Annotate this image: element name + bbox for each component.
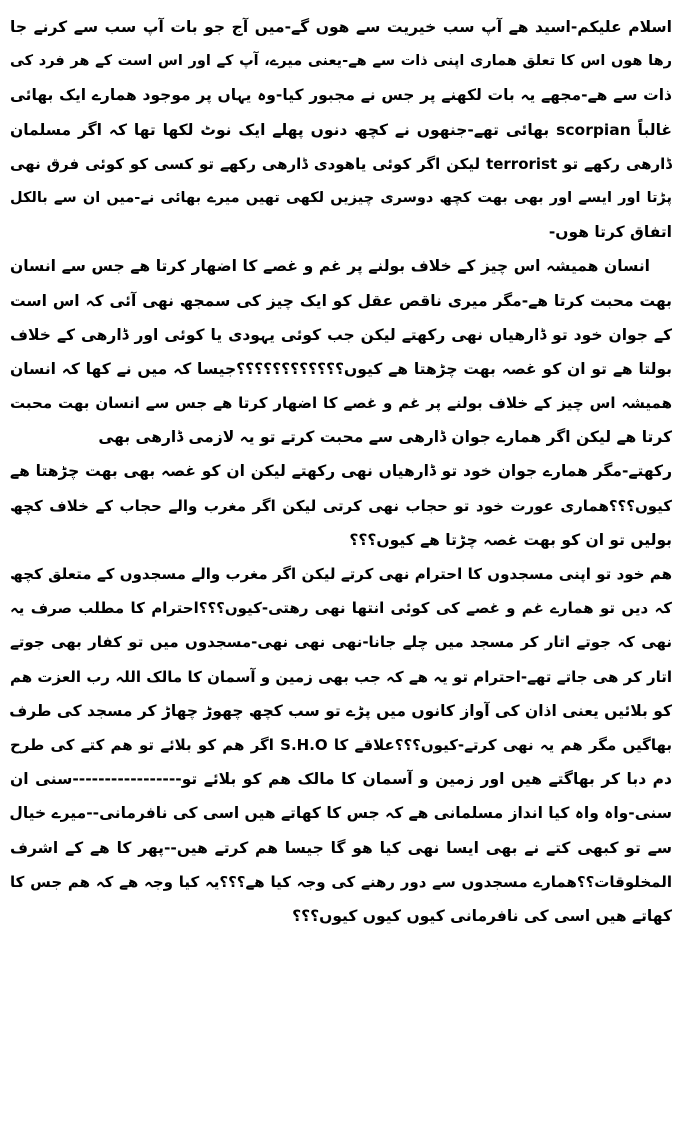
text-line: کو بلائیں یعنی اذان کی آواز کانوں میں پڑے تو سب کچھ چھوڑ چھاڑ کر مسجد کی طرف bbox=[9, 701, 672, 720]
text-line: سے تو کبھی کتے نے بھی ایسا نھی کیا ھو گا جیسا ھم کرتے ھیں--پھر کا ھے کے اشرف bbox=[10, 838, 672, 857]
text-line: بھاگیں مگر ھم یہ نھی کرتے-کیوں؟؟؟علاقے کا S.H.O اگر ھم کو بلائے تو ھم کتے کی طرح bbox=[10, 735, 672, 754]
text-line: پڑتا اور ایسے اور بھی بھت کچھ دوسری چیزیں لکھی تھیں میرے بھائی نے-میں ان سے بالکل bbox=[10, 189, 672, 206]
text-line: اتفاق کرتا ھوں- bbox=[548, 223, 672, 242]
text-line: بھت محبت کرتا ھے-مگر میری ناقص عقل کو ایک چیز کی سمجھ نھی آئی کہ اس است bbox=[10, 291, 672, 310]
text-line: دم دبا کر بھاگتے ھیں اور زمین و آسمان کا مالک ھم کو بلائے تو-----------------سنی ان bbox=[10, 770, 672, 789]
text-line: کھاتے ھیں اسی کی نافرمانی کیوں کیوں کیوں؟؟؟ bbox=[292, 906, 672, 925]
text-line: ھم خود تو اپنی مسجدوں کا احترام نھی کرتے لیکن اگر مغرب والے مسجدوں کے متعلق کچھ bbox=[10, 565, 672, 583]
text-line: بولیں تو ان کو بھت غصہ چڑتا ھے کیوں؟؟؟ bbox=[349, 530, 672, 549]
text-line: نھی کہ جوتے اتار کر مسجد میں چلے جانا-نھی نھی نھی-مسجدوں میں تو کفار بھی جوتے bbox=[10, 633, 672, 652]
paragraph-beard bbox=[10, 249, 672, 557]
text-line: رکھتے-مگر ھمارے جوان خود تو ڈارھیاں نھی رکھتے لیکن ان کو غصہ بھی بھت چڑھتا ھے bbox=[10, 462, 672, 481]
paragraph-intro bbox=[10, 10, 672, 249]
paragraph-mosques bbox=[10, 557, 672, 933]
text-line: کہ دیں تو ھمارے غم و غصے کی کوئی انتھا نھی رھتی-کیوں؟؟؟احترام کا مطلب صرف یہ bbox=[10, 599, 672, 618]
text-line: رھا ھوں اس کا تعلق ھماری اپنی ذات سے ھے-یعنی میرے، آپ کے اور اس است کے ھر فرد کی bbox=[10, 53, 672, 70]
text-line: کیوں؟؟؟ھماری عورت خود تو حجاب نھی کرتی لیکن اگر مغرب والے حجاب کے خلاف کچھ bbox=[10, 496, 672, 515]
text-line: غالباً scorpian بھائی تھے-جنھوں نے کچھ دنوں پھلے ایک نوٹ لکھا تھا کہ اگر مسلمان bbox=[10, 120, 672, 139]
text-line: سنی-واہ واہ کیا انداز مسلمانی ھے کہ جس کا کھاتے ھیں اسی کی نافرمانی--میرے خیال bbox=[9, 804, 672, 823]
text-line: ھمیشہ اس چیز کے خلاف بولنے پر غم و غصے کا اضھار کرتا ھے جس سے انسان بھت محبت bbox=[10, 394, 672, 413]
text-line: انسان ھمیشہ اس چیز کے خلاف بولنے پر غم و غصے کا اضھار کرتا ھے جس سے انسان bbox=[10, 257, 650, 276]
text-line: اسلام علیکم-اسید ھے آپ سب خیریت سے ھوں گے-میں آج جو بات آپ سب سے کرنے جا bbox=[10, 18, 672, 36]
text-line: المخلوقات؟؟ھمارے مسجدوں سے دور رھنے کی وجہ کیا ھے؟؟؟یہ کیا وجہ ھے کہ ھم جس کا bbox=[10, 872, 672, 891]
text-line: اتار کر ھی جاتے تھے-احترام تو یہ ھے کہ جب بھی زمین و آسمان کا مالک اللہ رب العزت ھم bbox=[10, 667, 672, 686]
text-line: ڈارھی رکھے تو terrorist لیکن اگر کوئی یاھودی ڈارھی رکھے تو کسی کو کوئی فرق نھی bbox=[10, 154, 672, 173]
text-line: ذات سے ھے-مجھے یہ بات لکھنے پر جس نے مجبور کیا-وہ یہاں پر موجود ھمارے ایک بھائی bbox=[10, 86, 672, 105]
text-line: بولتا ھے تو ان کو غصہ بھت چڑھتا ھے کیوں؟؟؟؟؟؟؟؟؟؟؟؟جیسا کہ میں نے کھا کہ انسان bbox=[10, 359, 672, 378]
text-line: کرتا ھے لیکن اگر ھمارے جوان ڈارھی سے محبت کرتے تو یہ لازمی ڈارھی بھی bbox=[98, 428, 672, 447]
text-line: کے جوان خود تو ڈارھیاں نھی رکھتے لیکن جب کوئی یہودی یا کوئی اور ڈارھی کے خلاف bbox=[10, 325, 672, 344]
